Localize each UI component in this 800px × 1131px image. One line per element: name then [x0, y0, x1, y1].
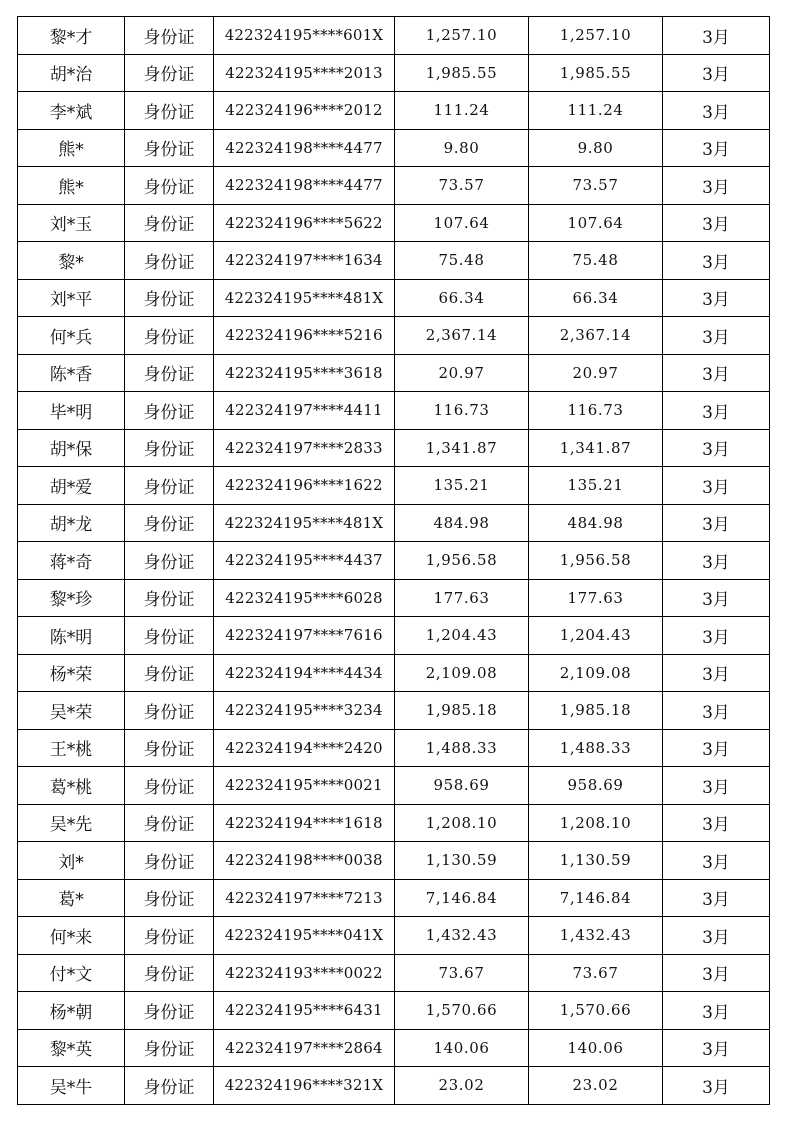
cell-amount-a: 1,341.87 [395, 429, 529, 467]
table-row [18, 729, 770, 767]
cell-id-type: 身份证 [125, 279, 214, 317]
cell-amount-b: 1,208.10 [529, 804, 663, 842]
cell-id-number: 422324198****4477 [214, 129, 395, 167]
cell-amount-b: 107.64 [529, 204, 663, 242]
cell-id-number: 422324197****2833 [214, 429, 395, 467]
cell-id-number: 422324195****6028 [214, 579, 395, 617]
table-row [18, 692, 770, 730]
cell-id-type: 身份证 [125, 842, 214, 880]
cell-id-type: 身份证 [125, 242, 214, 280]
cell-amount-a: 177.63 [395, 579, 529, 617]
cell-name: 胡*治 [18, 54, 125, 92]
cell-id-number: 422324194****4434 [214, 654, 395, 692]
cell-name: 黎* [18, 242, 125, 280]
table-row [18, 579, 770, 617]
cell-month: 3月 [663, 579, 770, 617]
cell-amount-a: 107.64 [395, 204, 529, 242]
cell-id-type: 身份证 [125, 167, 214, 205]
cell-id-type: 身份证 [125, 17, 214, 55]
table-row [18, 617, 770, 655]
table-row [18, 917, 770, 955]
cell-month: 3月 [663, 242, 770, 280]
cell-id-type: 身份证 [125, 204, 214, 242]
cell-month: 3月 [663, 1067, 770, 1105]
cell-month: 3月 [663, 504, 770, 542]
cell-amount-a: 73.67 [395, 954, 529, 992]
cell-amount-b: 111.24 [529, 92, 663, 130]
cell-id-number: 422324195****481X [214, 279, 395, 317]
cell-amount-a: 1,432.43 [395, 917, 529, 955]
cell-month: 3月 [663, 279, 770, 317]
cell-name: 蒋*奇 [18, 542, 125, 580]
table-row [18, 879, 770, 917]
cell-name: 杨*朝 [18, 992, 125, 1030]
cell-id-number: 422324195****481X [214, 504, 395, 542]
cell-amount-b: 73.67 [529, 954, 663, 992]
cell-name: 刘* [18, 842, 125, 880]
cell-amount-a: 9.80 [395, 129, 529, 167]
cell-id-number: 422324195****601X [214, 17, 395, 55]
cell-amount-b: 177.63 [529, 579, 663, 617]
cell-amount-a: 20.97 [395, 354, 529, 392]
cell-name: 吴*先 [18, 804, 125, 842]
cell-name: 熊* [18, 167, 125, 205]
table-row [18, 354, 770, 392]
cell-id-number: 422324198****0038 [214, 842, 395, 880]
cell-id-type: 身份证 [125, 1029, 214, 1067]
cell-amount-a: 1,257.10 [395, 17, 529, 55]
cell-amount-b: 66.34 [529, 279, 663, 317]
cell-id-type: 身份证 [125, 804, 214, 842]
cell-id-type: 身份证 [125, 879, 214, 917]
cell-amount-a: 2,109.08 [395, 654, 529, 692]
cell-id-number: 422324196****5216 [214, 317, 395, 355]
cell-month: 3月 [663, 354, 770, 392]
table-row [18, 204, 770, 242]
table-row [18, 129, 770, 167]
table-row [18, 467, 770, 505]
cell-id-type: 身份证 [125, 317, 214, 355]
cell-id-number: 422324197****7213 [214, 879, 395, 917]
cell-amount-b: 75.48 [529, 242, 663, 280]
cell-id-type: 身份证 [125, 729, 214, 767]
cell-amount-b: 1,956.58 [529, 542, 663, 580]
cell-amount-b: 23.02 [529, 1067, 663, 1105]
cell-name: 吴*荣 [18, 692, 125, 730]
table-row [18, 767, 770, 805]
cell-id-number: 422324195****0021 [214, 767, 395, 805]
cell-amount-b: 958.69 [529, 767, 663, 805]
cell-month: 3月 [663, 467, 770, 505]
table-row [18, 842, 770, 880]
cell-month: 3月 [663, 692, 770, 730]
cell-name: 陈*香 [18, 354, 125, 392]
cell-name: 胡*保 [18, 429, 125, 467]
cell-month: 3月 [663, 729, 770, 767]
cell-month: 3月 [663, 317, 770, 355]
cell-id-number: 422324195****4437 [214, 542, 395, 580]
table-row [18, 167, 770, 205]
payment-table [17, 16, 770, 1105]
cell-month: 3月 [663, 992, 770, 1030]
table-row [18, 54, 770, 92]
cell-id-type: 身份证 [125, 392, 214, 430]
cell-name: 毕*明 [18, 392, 125, 430]
cell-amount-b: 1,257.10 [529, 17, 663, 55]
cell-month: 3月 [663, 842, 770, 880]
cell-id-type: 身份证 [125, 54, 214, 92]
cell-name: 胡*龙 [18, 504, 125, 542]
cell-id-number: 422324195****6431 [214, 992, 395, 1030]
cell-id-type: 身份证 [125, 504, 214, 542]
cell-name: 葛*桃 [18, 767, 125, 805]
cell-month: 3月 [663, 167, 770, 205]
cell-month: 3月 [663, 617, 770, 655]
cell-id-number: 422324197****1634 [214, 242, 395, 280]
cell-amount-b: 2,367.14 [529, 317, 663, 355]
cell-amount-a: 2,367.14 [395, 317, 529, 355]
cell-name: 何*来 [18, 917, 125, 955]
table-body [18, 17, 770, 1105]
cell-id-number: 422324196****2012 [214, 92, 395, 130]
cell-amount-a: 140.06 [395, 1029, 529, 1067]
cell-id-number: 422324195****2013 [214, 54, 395, 92]
cell-id-number: 422324193****0022 [214, 954, 395, 992]
cell-month: 3月 [663, 429, 770, 467]
table-row [18, 654, 770, 692]
cell-amount-b: 1,130.59 [529, 842, 663, 880]
table-row [18, 17, 770, 55]
cell-month: 3月 [663, 917, 770, 955]
cell-id-number: 422324194****1618 [214, 804, 395, 842]
table-row [18, 92, 770, 130]
cell-id-number: 422324197****7616 [214, 617, 395, 655]
cell-id-type: 身份证 [125, 617, 214, 655]
cell-name: 熊* [18, 129, 125, 167]
cell-month: 3月 [663, 804, 770, 842]
cell-month: 3月 [663, 1029, 770, 1067]
cell-month: 3月 [663, 767, 770, 805]
cell-amount-a: 1,985.18 [395, 692, 529, 730]
cell-amount-a: 1,208.10 [395, 804, 529, 842]
cell-amount-b: 140.06 [529, 1029, 663, 1067]
cell-month: 3月 [663, 17, 770, 55]
table-row [18, 429, 770, 467]
cell-id-type: 身份证 [125, 467, 214, 505]
table-row [18, 954, 770, 992]
cell-name: 付*文 [18, 954, 125, 992]
cell-id-type: 身份证 [125, 429, 214, 467]
cell-id-number: 422324198****4477 [214, 167, 395, 205]
cell-id-type: 身份证 [125, 954, 214, 992]
cell-amount-b: 135.21 [529, 467, 663, 505]
cell-amount-a: 23.02 [395, 1067, 529, 1105]
cell-name: 刘*玉 [18, 204, 125, 242]
cell-id-type: 身份证 [125, 1067, 214, 1105]
table-row [18, 317, 770, 355]
cell-name: 杨*荣 [18, 654, 125, 692]
cell-amount-b: 116.73 [529, 392, 663, 430]
cell-name: 胡*爱 [18, 467, 125, 505]
cell-amount-b: 73.57 [529, 167, 663, 205]
cell-name: 黎*才 [18, 17, 125, 55]
cell-id-number: 422324197****4411 [214, 392, 395, 430]
cell-month: 3月 [663, 392, 770, 430]
cell-name: 陈*明 [18, 617, 125, 655]
table-row [18, 542, 770, 580]
cell-id-type: 身份证 [125, 654, 214, 692]
cell-id-type: 身份证 [125, 692, 214, 730]
cell-amount-b: 9.80 [529, 129, 663, 167]
cell-amount-b: 2,109.08 [529, 654, 663, 692]
cell-id-type: 身份证 [125, 542, 214, 580]
cell-amount-b: 20.97 [529, 354, 663, 392]
table-row [18, 279, 770, 317]
table-row [18, 992, 770, 1030]
table-row [18, 804, 770, 842]
cell-id-number: 422324195****3618 [214, 354, 395, 392]
cell-amount-a: 135.21 [395, 467, 529, 505]
cell-id-type: 身份证 [125, 917, 214, 955]
cell-amount-a: 1,130.59 [395, 842, 529, 880]
cell-month: 3月 [663, 954, 770, 992]
cell-amount-b: 1,488.33 [529, 729, 663, 767]
cell-amount-b: 1,570.66 [529, 992, 663, 1030]
table-row [18, 504, 770, 542]
cell-amount-a: 1,488.33 [395, 729, 529, 767]
cell-name: 黎*英 [18, 1029, 125, 1067]
cell-id-number: 422324197****2864 [214, 1029, 395, 1067]
cell-id-type: 身份证 [125, 579, 214, 617]
cell-id-number: 422324195****3234 [214, 692, 395, 730]
cell-amount-a: 1,985.55 [395, 54, 529, 92]
cell-name: 吴*牛 [18, 1067, 125, 1105]
table-row [18, 392, 770, 430]
cell-amount-a: 958.69 [395, 767, 529, 805]
cell-amount-a: 484.98 [395, 504, 529, 542]
cell-name: 王*桃 [18, 729, 125, 767]
cell-amount-a: 73.57 [395, 167, 529, 205]
cell-month: 3月 [663, 542, 770, 580]
cell-amount-a: 75.48 [395, 242, 529, 280]
cell-amount-a: 1,956.58 [395, 542, 529, 580]
cell-name: 葛* [18, 879, 125, 917]
cell-amount-b: 7,146.84 [529, 879, 663, 917]
cell-id-type: 身份证 [125, 92, 214, 130]
cell-id-type: 身份证 [125, 129, 214, 167]
cell-id-type: 身份证 [125, 992, 214, 1030]
cell-month: 3月 [663, 654, 770, 692]
cell-id-number: 422324196****1622 [214, 467, 395, 505]
cell-amount-a: 116.73 [395, 392, 529, 430]
cell-amount-b: 1,432.43 [529, 917, 663, 955]
cell-id-number: 422324196****5622 [214, 204, 395, 242]
table-row [18, 242, 770, 280]
cell-id-type: 身份证 [125, 767, 214, 805]
cell-name: 刘*平 [18, 279, 125, 317]
table-row [18, 1029, 770, 1067]
cell-month: 3月 [663, 129, 770, 167]
cell-amount-b: 484.98 [529, 504, 663, 542]
cell-name: 何*兵 [18, 317, 125, 355]
cell-name: 李*斌 [18, 92, 125, 130]
cell-id-number: 422324194****2420 [214, 729, 395, 767]
cell-month: 3月 [663, 54, 770, 92]
cell-month: 3月 [663, 204, 770, 242]
cell-amount-a: 111.24 [395, 92, 529, 130]
cell-amount-b: 1,204.43 [529, 617, 663, 655]
cell-month: 3月 [663, 92, 770, 130]
cell-id-number: 422324196****321X [214, 1067, 395, 1105]
cell-amount-a: 7,146.84 [395, 879, 529, 917]
table-row [18, 1067, 770, 1105]
cell-id-type: 身份证 [125, 354, 214, 392]
cell-amount-b: 1,985.18 [529, 692, 663, 730]
cell-amount-a: 1,570.66 [395, 992, 529, 1030]
cell-amount-b: 1,341.87 [529, 429, 663, 467]
cell-amount-b: 1,985.55 [529, 54, 663, 92]
cell-month: 3月 [663, 879, 770, 917]
cell-name: 黎*珍 [18, 579, 125, 617]
cell-id-number: 422324195****041X [214, 917, 395, 955]
cell-amount-a: 1,204.43 [395, 617, 529, 655]
cell-amount-a: 66.34 [395, 279, 529, 317]
